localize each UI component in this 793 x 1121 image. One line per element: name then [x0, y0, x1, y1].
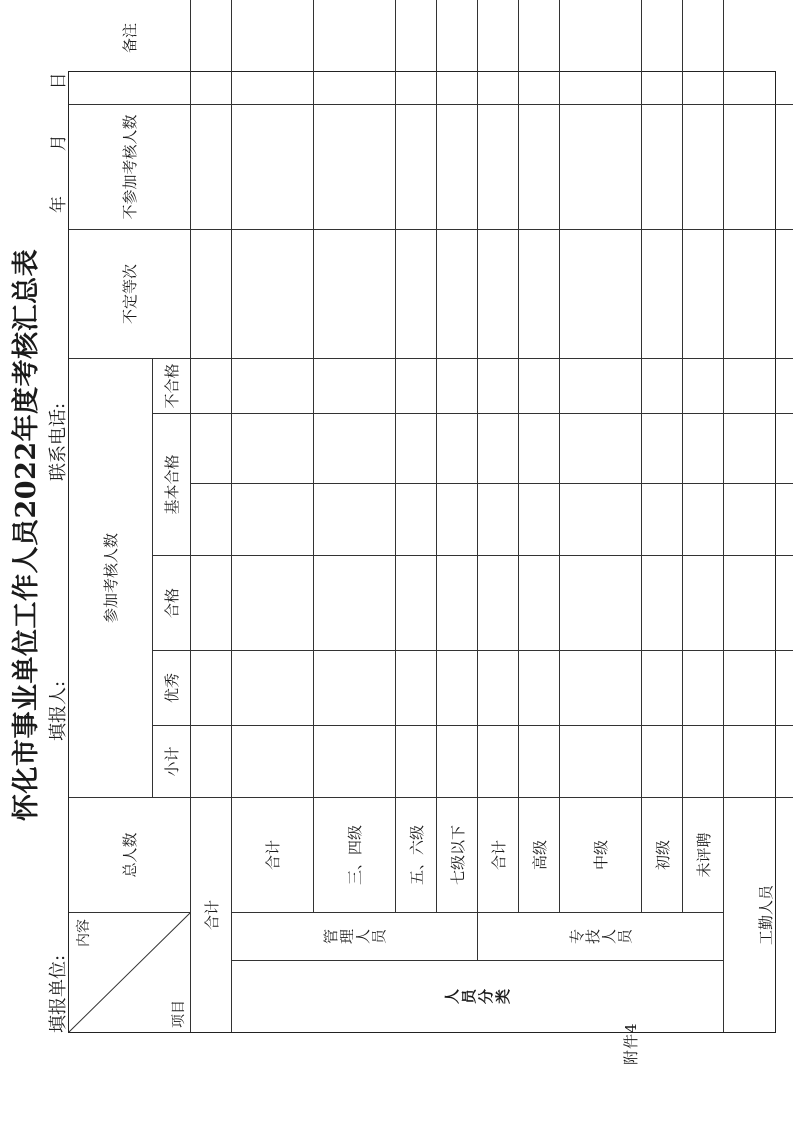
data-cell [232, 0, 314, 104]
data-cell [519, 413, 560, 483]
mgmt-row-level-5-6: 五、六级 [396, 797, 437, 912]
data-cell [724, 0, 793, 104]
data-cell [724, 650, 793, 725]
mgmt-group-label: 管理人员 [232, 912, 478, 960]
phone-field-label: 联系电话: [48, 402, 69, 481]
mgmt-row-total: 合计 [232, 797, 314, 912]
tech-group-label: 专技人员 [478, 912, 724, 960]
data-cell [642, 555, 683, 650]
data-cell [232, 229, 314, 358]
tech-row-total: 合计 [478, 797, 519, 912]
data-cell [191, 229, 232, 358]
data-cell [437, 358, 478, 413]
data-cell [642, 358, 683, 413]
data-cell [560, 483, 642, 555]
data-cell [232, 413, 314, 483]
data-cell [560, 725, 642, 797]
header-not-participating: 不参加考核人数 [69, 104, 191, 229]
header-remarks: 备注 [69, 0, 191, 104]
date-year: 年 [49, 196, 69, 213]
data-cell [519, 555, 560, 650]
data-cell [519, 104, 560, 229]
data-cell [642, 650, 683, 725]
header-subtotal: 小计 [153, 725, 191, 797]
data-cell [478, 413, 519, 483]
data-cell [724, 358, 793, 413]
data-cell [437, 229, 478, 358]
data-cell [683, 555, 724, 650]
header-qualified: 合格 [153, 555, 191, 650]
data-cell [314, 413, 396, 483]
data-cell [191, 650, 232, 725]
data-cell [191, 483, 232, 555]
data-cell [314, 483, 396, 555]
data-cell [314, 0, 396, 104]
data-cell [437, 0, 478, 104]
data-cell [724, 104, 793, 229]
data-cell [314, 555, 396, 650]
tech-row-unappointed: 未评聘 [683, 797, 724, 912]
data-cell [437, 555, 478, 650]
data-cell [683, 104, 724, 229]
data-cell [683, 229, 724, 358]
data-cell [478, 0, 519, 104]
data-cell [437, 725, 478, 797]
data-cell [683, 413, 724, 483]
row-label-total: 合计 [191, 797, 232, 1032]
data-cell [519, 0, 560, 104]
data-cell [724, 229, 793, 358]
reporter-field-label: 填报人: [48, 680, 69, 741]
data-cell [560, 229, 642, 358]
data-cell [724, 413, 793, 483]
data-cell [478, 104, 519, 229]
data-cell [519, 358, 560, 413]
data-cell [314, 650, 396, 725]
data-cell [560, 650, 642, 725]
data-cell [642, 725, 683, 797]
data-cell [396, 413, 437, 483]
data-cell [191, 358, 232, 413]
data-cell [560, 358, 642, 413]
data-cell [478, 229, 519, 358]
date-month: 月 [49, 134, 69, 152]
header-participating-group: 参加考核人数 [69, 358, 153, 797]
data-cell [560, 0, 642, 104]
corner-content-label: 内容 [76, 919, 92, 947]
date-day: 日 [49, 72, 69, 90]
tech-row-senior: 高级 [519, 797, 560, 912]
data-cell [478, 725, 519, 797]
tech-row-junior: 初级 [642, 797, 683, 912]
data-cell [437, 104, 478, 229]
unit-field-label: 填报单位: [48, 954, 69, 1033]
data-cell [724, 483, 793, 555]
data-cell [232, 555, 314, 650]
data-cell [232, 358, 314, 413]
data-cell [519, 229, 560, 358]
data-cell [314, 229, 396, 358]
data-cell [437, 650, 478, 725]
data-cell [478, 483, 519, 555]
data-cell [191, 0, 232, 104]
data-cell [191, 104, 232, 229]
category-label: 人员分类 [232, 960, 724, 1032]
data-cell [519, 725, 560, 797]
data-cell [396, 725, 437, 797]
data-cell [396, 229, 437, 358]
header-basic-qualified: 基本合格 [153, 413, 191, 555]
data-cell [191, 725, 232, 797]
data-cell [683, 0, 724, 104]
data-cell [642, 413, 683, 483]
row-label-workers: 工勤人员 [724, 797, 793, 1032]
data-cell [191, 413, 232, 483]
mgmt-row-level-3-4: 三、四级 [314, 797, 396, 912]
data-cell [642, 483, 683, 555]
data-cell [560, 555, 642, 650]
data-cell [560, 104, 642, 229]
data-cell [396, 358, 437, 413]
data-cell [724, 725, 793, 797]
mgmt-row-level-7-below: 七级以下 [437, 797, 478, 912]
data-cell [519, 650, 560, 725]
data-cell [396, 555, 437, 650]
summary-table [68, 23, 776, 1033]
data-cell [683, 483, 724, 555]
header-excellent: 优秀 [153, 650, 191, 725]
data-cell [437, 483, 478, 555]
date-line [44, 72, 69, 213]
data-cell [396, 650, 437, 725]
corner-item-label: 项目 [171, 1000, 187, 1028]
corner-header-cell [69, 912, 191, 1032]
data-cell [642, 229, 683, 358]
data-cell [519, 483, 560, 555]
header-unqualified: 不合格 [153, 358, 191, 413]
attachment-label: 附件4 [622, 1022, 640, 1065]
data-cell [560, 413, 642, 483]
data-cell [396, 0, 437, 104]
data-cell [437, 413, 478, 483]
data-cell [724, 555, 793, 650]
data-cell [478, 555, 519, 650]
header-total-headcount: 总人数 [69, 797, 191, 912]
data-cell [642, 104, 683, 229]
data-cell [232, 104, 314, 229]
data-cell [642, 0, 683, 104]
data-cell [478, 358, 519, 413]
tech-row-intermediate: 中级 [560, 797, 642, 912]
data-cell [683, 650, 724, 725]
page-title: 怀化市事业单位工作人员2022年度考核汇总表 [11, 248, 42, 821]
data-cell [683, 358, 724, 413]
data-cell [232, 483, 314, 555]
data-cell [396, 483, 437, 555]
data-cell [191, 555, 232, 650]
data-cell [232, 650, 314, 725]
data-cell [683, 725, 724, 797]
data-cell [232, 725, 314, 797]
data-cell [314, 104, 396, 229]
data-cell [314, 358, 396, 413]
header-undetermined: 不定等次 [69, 229, 191, 358]
data-cell [314, 725, 396, 797]
data-cell [478, 650, 519, 725]
data-cell [396, 104, 437, 229]
